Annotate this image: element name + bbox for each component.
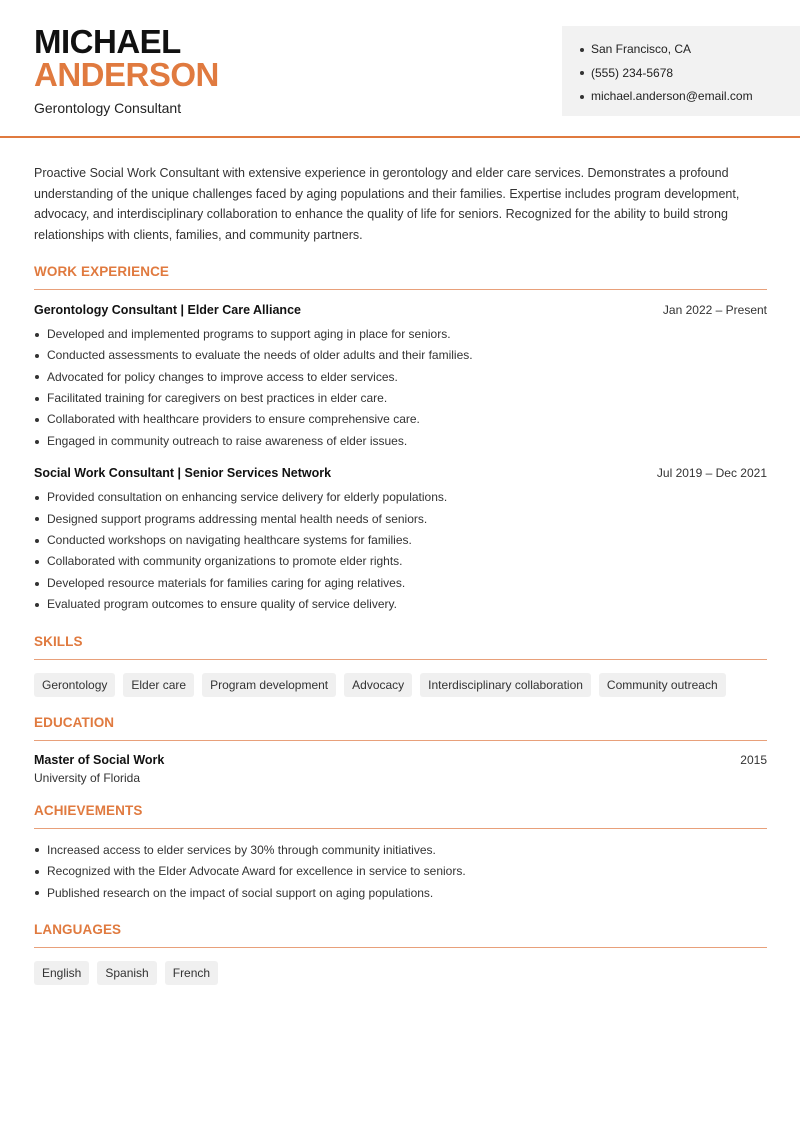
bullet-text: Evaluated program outcomes to ensure quality of service delivery. <box>47 597 397 612</box>
school-name: University of Florida <box>34 770 141 785</box>
language-tag: Spanish <box>97 961 156 985</box>
skills-tags <box>34 673 767 697</box>
list-item <box>34 324 767 345</box>
bullet-icon <box>580 48 584 52</box>
bullet-text: Recognized with the Elder Advocate Award for excellence in service to seniors. <box>47 864 466 879</box>
bullet-icon <box>35 517 39 521</box>
skill-tag: Program development <box>202 673 336 697</box>
bullet-text: Increased access to elder services by 30% through community initiatives. <box>47 842 436 857</box>
list-item <box>34 431 767 452</box>
bullet-text: Published research on the impact of social support on aging populations. <box>47 885 434 900</box>
degree: Master of Social Work <box>34 752 165 767</box>
bullet-icon <box>35 539 39 543</box>
phone-text: (555) 234-5678 <box>591 65 674 80</box>
bullet-icon <box>35 870 39 874</box>
contact-email <box>580 85 800 109</box>
bullet-icon <box>35 333 39 337</box>
languages-section <box>34 922 767 985</box>
bullet-text: Provided consultation on enhancing service delivery for elderly populations. <box>47 490 448 505</box>
first-name: MICHAEL <box>34 23 181 60</box>
job-role: Social Work Consultant | Senior Services Network <box>34 466 332 481</box>
section-title: ACHIEVEMENTS <box>34 803 767 829</box>
job-date: Jul 2019 – Dec 2021 <box>656 466 767 481</box>
job-role: Gerontology Consultant | Elder Care Alliance <box>34 302 301 317</box>
list-item <box>34 861 767 882</box>
list-item <box>34 509 767 530</box>
bullet-icon <box>35 375 39 379</box>
list-item <box>34 487 767 508</box>
language-tag: English <box>34 961 89 985</box>
graduation-year: 2015 <box>740 752 767 767</box>
bullet-icon <box>35 582 39 586</box>
skill-tag: Interdisciplinary collaboration <box>420 673 591 697</box>
bullet-text: Collaborated with community organizations to promote elder rights. <box>47 554 403 569</box>
work-experience-section <box>34 264 767 616</box>
bullet-text: Conducted assessments to evaluate the needs of older adults and their families. <box>47 348 473 363</box>
list-item <box>34 551 767 572</box>
bullet-icon <box>35 440 39 444</box>
bullet-text: Developed and implemented programs to support aging in place for seniors. <box>47 326 451 341</box>
bullet-icon <box>35 496 39 500</box>
section-title: LANGUAGES <box>34 922 767 948</box>
list-item <box>34 388 767 409</box>
resume-body <box>34 163 767 985</box>
contact-phone <box>580 62 800 86</box>
section-title: SKILLS <box>34 634 767 660</box>
list-item <box>34 883 767 904</box>
bullet-text: Conducted workshops on navigating healthcare systems for families. <box>47 533 412 548</box>
list-item <box>34 530 767 551</box>
job-entry <box>34 303 767 452</box>
bullet-text: Advocated for policy changes to improve access to elder services. <box>47 369 398 384</box>
bullet-text: Collaborated with healthcare providers to ensure comprehensive care. <box>47 412 420 427</box>
skill-tag: Gerontology <box>34 673 115 697</box>
skill-tag: Elder care <box>123 673 194 697</box>
list-item <box>34 345 767 366</box>
bullet-text: Engaged in community outreach to raise awareness of elder issues. <box>47 433 408 448</box>
bullet-icon <box>580 71 584 75</box>
contact-location <box>580 38 800 62</box>
list-item <box>34 594 767 615</box>
list-item <box>34 367 767 388</box>
bullet-icon <box>35 891 39 895</box>
achievements-section <box>34 803 767 904</box>
list-item <box>34 840 767 861</box>
language-tag: French <box>165 961 218 985</box>
job-entry <box>34 466 767 615</box>
skill-tag: Advocacy <box>344 673 412 697</box>
bullet-icon <box>35 848 39 852</box>
email-text: michael.anderson@email.com <box>591 89 753 103</box>
bullet-text: Designed support programs addressing mental health needs of seniors. <box>47 511 428 526</box>
summary: Proactive Social Work Consultant with extensive experience in gerontology and elder care services. Demonstrates a profound understanding of the unique challenges faced by aging populations and their families. Expertise includes program development, advocacy, and interdisciplinary collaboration to enhance the quality of life for seniors. Recognized for the ability to build strong relationships with clients, families, and community partners. <box>34 166 740 243</box>
job-title: Gerontology Consultant <box>34 100 182 116</box>
bullet-icon <box>580 95 584 99</box>
list-item <box>34 573 767 594</box>
bullet-icon <box>35 397 39 401</box>
resume-header <box>0 0 800 138</box>
bullet-text: Facilitated training for caregivers on best practices in elder care. <box>47 391 388 406</box>
bullet-icon <box>35 560 39 564</box>
education-entry <box>34 753 767 785</box>
skill-tag: Community outreach <box>599 673 726 697</box>
skills-section <box>34 634 767 697</box>
contact-box <box>562 26 800 116</box>
section-title: WORK EXPERIENCE <box>34 264 767 290</box>
language-tags <box>34 961 767 985</box>
bullet-text: Developed resource materials for families caring for aging relatives. <box>47 575 406 590</box>
section-title: EDUCATION <box>34 715 767 741</box>
location-text: San Francisco, CA <box>591 42 692 56</box>
bullet-icon <box>35 603 39 607</box>
bullet-icon <box>35 354 39 358</box>
list-item <box>34 409 767 430</box>
job-date: Jan 2022 – Present <box>662 302 767 317</box>
last-name: ANDERSON <box>34 56 219 93</box>
education-section <box>34 715 767 785</box>
bullet-icon <box>35 418 39 422</box>
